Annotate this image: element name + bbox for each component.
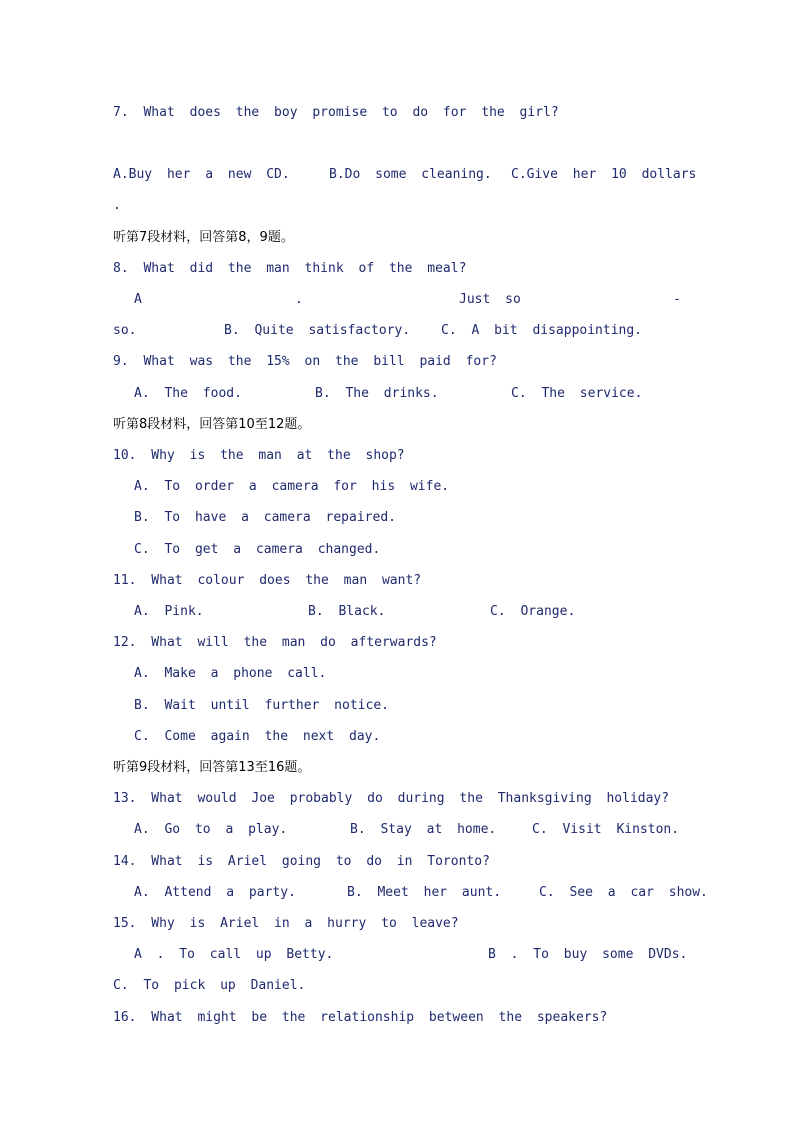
option-10c: C. To get a camera changed. [134, 542, 381, 557]
option-10a: A. To order a camera for his wife. [134, 479, 450, 494]
option-8a-end: so. [113, 323, 137, 338]
option-14a: A. Attend a party. [134, 885, 296, 900]
option-11a: A. Pink. [134, 604, 204, 619]
option-8b: B. Quite satisfactory. [224, 323, 411, 338]
option-14c: C. See a car show. [539, 885, 708, 900]
option-9b: B. The drinks. [315, 386, 439, 401]
option-13a: A. Go to a play. [134, 822, 288, 837]
option-8a-text: Just so [459, 292, 521, 307]
question-12: 12. What will the man do afterwards? [113, 635, 437, 650]
option-8a-dash: - [673, 292, 681, 307]
question-14: 14. What is Ariel going to do in Toronto? [113, 854, 490, 869]
section-heading-9: 听第9段材料，回答第13至16题。 [113, 760, 311, 775]
option-11b: B. Black. [308, 604, 386, 619]
option-9c: C. The service. [511, 386, 643, 401]
option-15a: A . To call up Betty. [134, 947, 334, 962]
option-12a: A. Make a phone call. [134, 666, 327, 681]
question-7: 7. What does the boy promise to do for the girl? [113, 105, 559, 120]
option-14b: B. Meet her aunt. [347, 885, 502, 900]
option-7b: B.Do some cleaning. [329, 167, 492, 182]
option-15b: B . To buy some DVDs. [488, 947, 688, 962]
option-11c: C. Orange. [490, 604, 576, 619]
option-8a-dot: . [295, 292, 303, 307]
option-7a: A.Buy her a new CD. [113, 167, 290, 182]
question-8: 8. What did the man think of the meal? [113, 261, 467, 276]
option-15c: C. To pick up Daniel. [113, 978, 306, 993]
question-16: 16. What might be the relationship between the speakers? [113, 1010, 608, 1025]
question-9: 9. What was the 15% on the bill paid for? [113, 354, 497, 369]
option-12b: B. Wait until further notice. [134, 698, 389, 713]
option-10b: B. To have a camera repaired. [134, 510, 396, 525]
option-13c: C. Visit Kinston. [532, 822, 680, 837]
option-8c: C. A bit disappointing. [441, 323, 643, 338]
question-13: 13. What would Joe probably do during the Thanksgiving holiday? [113, 791, 670, 806]
question-10: 10. Why is the man at the shop? [113, 448, 405, 463]
section-heading-7: 听第7段材料，回答第8，9题。 [113, 230, 294, 245]
option-13b: B. Stay at home. [350, 822, 497, 837]
question-11: 11. What colour does the man want? [113, 573, 422, 588]
option-7c-trail: . [113, 198, 121, 213]
question-15: 15. Why is Ariel in a hurry to leave? [113, 916, 459, 931]
option-7c: C.Give her 10 dollars [511, 167, 697, 182]
section-heading-8: 听第8段材料，回答第10至12题。 [113, 417, 311, 432]
option-8a-letter: A [134, 292, 142, 307]
option-9a: A. The food. [134, 386, 242, 401]
option-12c: C. Come again the next day. [134, 729, 381, 744]
